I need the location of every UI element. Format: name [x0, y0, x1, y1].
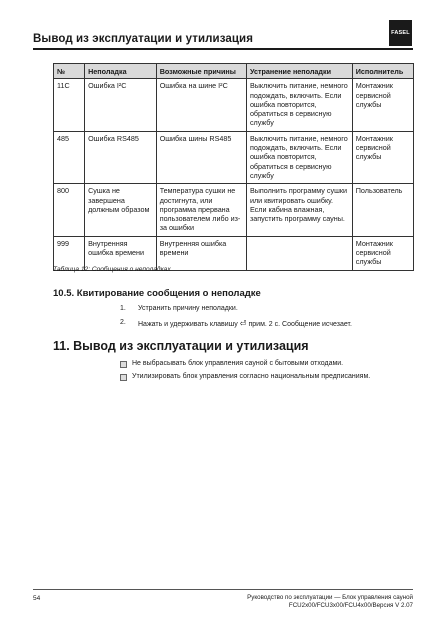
enter-key-icon: ⏎ [239, 319, 247, 328]
table-cell: Температура сушки не достигнута, или программа прервана пользователем либо из-за ошибки [156, 184, 246, 236]
bullet-square-icon [120, 374, 127, 381]
table-cell: Монтажник сервисной службы [352, 236, 413, 270]
table-cell: Выключить питание, немного подождать, включить. Если ошибка повторится, обратиться в сервисную службу [246, 131, 352, 183]
section-heading-10-5: 10.5. Квитирование сообщения о неполадке [53, 288, 261, 299]
table-row [54, 131, 414, 183]
column-header-causes: Возможные причины [156, 64, 246, 79]
column-header-fault: Неполадка [85, 64, 157, 79]
header-divider [33, 48, 413, 50]
footer-line-2: FCU2x00/FCU3x00/FCU4x00/Версия V 2.07 [288, 602, 413, 609]
table-caption: Таблица 12: Сообщения о неполадках [53, 266, 171, 273]
table-cell: Ошибка I²C [85, 79, 157, 131]
footer-document-info [247, 594, 413, 610]
brand-logo: FASEL [389, 20, 412, 46]
step-text-after: прим. 2 с. Сообщение исчезает. [248, 321, 352, 328]
column-header-number: № [54, 64, 85, 79]
page-header-title: Вывод из эксплуатации и утилизация [33, 33, 254, 45]
table-row [54, 79, 414, 131]
table-cell: 800 [54, 184, 85, 236]
table-cell: Внутренняя ошибка времени [85, 236, 157, 270]
section-heading-11: 11. Вывод из эксплуатации и утилизация [53, 339, 309, 353]
bullet-text: Утилизировать блок управления согласно национальным предписаниям. [132, 373, 371, 380]
table-header-row [54, 64, 414, 79]
table-cell: Сушка не завершена должным образом [85, 184, 157, 236]
bullet-square-icon [120, 361, 127, 368]
table-cell: Монтажник сервисной службы [352, 131, 413, 183]
table-cell: Ошибка на шине I²C [156, 79, 246, 131]
table-cell: Ошибка шины RS485 [156, 131, 246, 183]
column-header-executor: Исполнитель [352, 64, 413, 79]
table-cell: Монтажник сервисной службы [352, 79, 413, 131]
step-text: Устранить причину неполадки. [138, 305, 238, 312]
table-cell: 485 [54, 131, 85, 183]
step-text [138, 319, 352, 328]
table-cell: Выключить питание, немного подождать, включить. Если ошибка повторится, обратиться в сервисную службу [246, 79, 352, 131]
table-cell: 11C [54, 79, 85, 131]
step-text-before: Нажать и удерживать клавишу [138, 321, 238, 328]
table-cell: Выполнить программу сушки или квитировать ошибку. Если кабина влажная, запустить программу сауны. [246, 184, 352, 236]
page-number: 54 [33, 595, 41, 602]
table-cell: Ошибка RS485 [85, 131, 157, 183]
footer-line-1: Руководство по эксплуатации — Блок управления сауной [247, 594, 413, 601]
footer-divider [33, 589, 413, 590]
step-number: 2. [120, 319, 126, 326]
faults-table [53, 63, 414, 271]
step-number: 1. [120, 305, 126, 312]
table-row [54, 184, 414, 236]
table-cell [246, 236, 352, 270]
table-cell: 999 [54, 236, 85, 270]
bullet-text: Не выбрасывать блок управления сауной с бытовыми отходами. [132, 360, 344, 367]
column-header-remedy: Устранение неполадки [246, 64, 352, 79]
table-cell: Внутренняя ошибка времени [156, 236, 246, 270]
table-cell: Пользователь [352, 184, 413, 236]
